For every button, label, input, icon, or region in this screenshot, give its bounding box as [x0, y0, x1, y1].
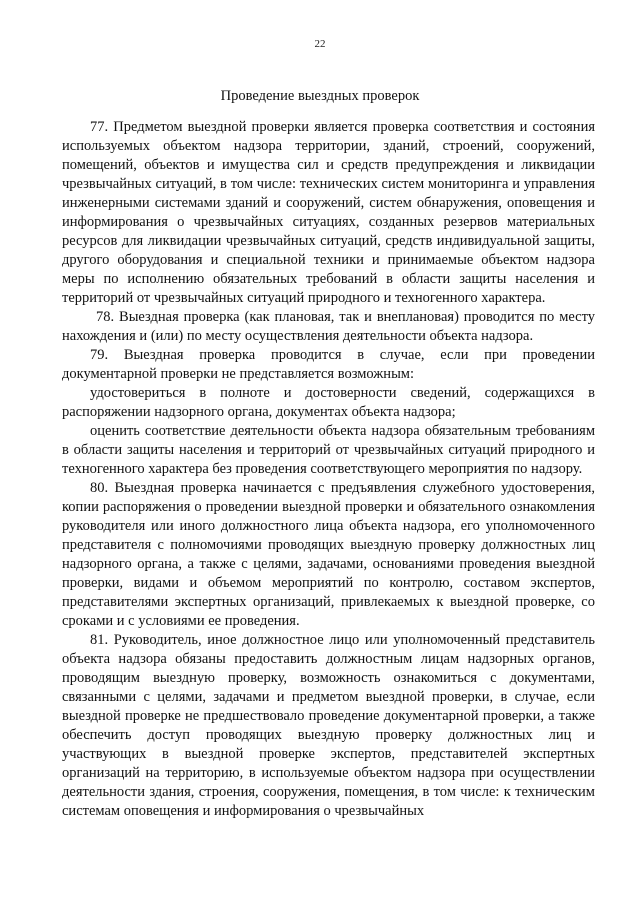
paragraph-79-item-1: удостовериться в полноте и достоверности сведений, содержащихся в распоряжении надзорного органа, документах объекта надзора; [62, 385, 595, 420]
paragraph-77: 77. Предметом выездной проверки является проверка соответствия и состояния используемых объектом надзора территории, зданий, строений, сооружений, помещений, объектов и имущества сил и средств предупреждения и ликвидации чрезвычайных ситуаций, в том числе: технических систем мониторинга и управления инженерными системами зданий и сооружений, систем обнаружения, оповещения и информирования о чрезвычайных ситуациях, созданных резервов материальных ресурсов для ликвидации чрезвычайных ситуаций, средств индивидуальной защиты, другого оборудования и специальной техники и принимаемые объектом надзора меры по исполнению обязательных требований в области защиты населения и территорий от чрезвычайных ситуаций природного и техногенного характера. [62, 119, 595, 306]
paragraph-79-item-2: оценить соответствие деятельности объекта надзора обязательным требованиям в области защиты населения и территорий от чрезвычайных ситуаций природного и техногенного характера без проведения соответствующего мероприятия по надзору. [62, 423, 595, 477]
paragraph-79: 79. Выездная проверка проводится в случае, если при проведении документарной проверки не представляется возможным: [62, 347, 595, 382]
section-title: Проведение выездных проверок [220, 88, 420, 104]
paragraph-80: 80. Выездная проверка начинается с предъявления служебного удостоверения, копии распоряжения о проведении выездной проверки и обязательного ознакомления руководителя или иного должностного лица объекта надзора, его уполномоченного представителя с полномочиями проводящих выездную проверку должностных лиц надзорного органа, а также с целями, задачами, основаниями проведения выездной проверки, видами и объемом мероприятий по контролю, составом экспертов, представителями экспертных организаций, привлекаемых к выездной проверке, со сроками и с условиями ее проведения. [62, 480, 595, 629]
paragraph-81: 81. Руководитель, иное должностное лицо или уполномоченный представитель объекта надзора обязаны предоставить должностным лицам надзорных органов, проводящим выездную проверку, возможность ознакомиться с документами, связанными с целями, задачами и предметом выездной проверки, в случае, если выездной проверке не предшествовало проведение документарной проверки, а также обеспечить доступ проводящих выездную проверку должностных лиц и участвующих в выездной проверке экспертов, представителей экспертных организаций на территорию, в используемые объектом надзора при осуществлении деятельности здания, строения, сооружения, помещения, в том числе: к техническим системам оповещения и информирования о чрезвычайных [62, 632, 595, 819]
page-number: 22 [314, 38, 326, 50]
body-text [62, 118, 595, 821]
paragraph-78: 78. Выездная проверка (как плановая, так и внеплановая) проводится по месту нахождения и (или) по месту осуществления деятельности объекта надзора. [62, 309, 595, 344]
